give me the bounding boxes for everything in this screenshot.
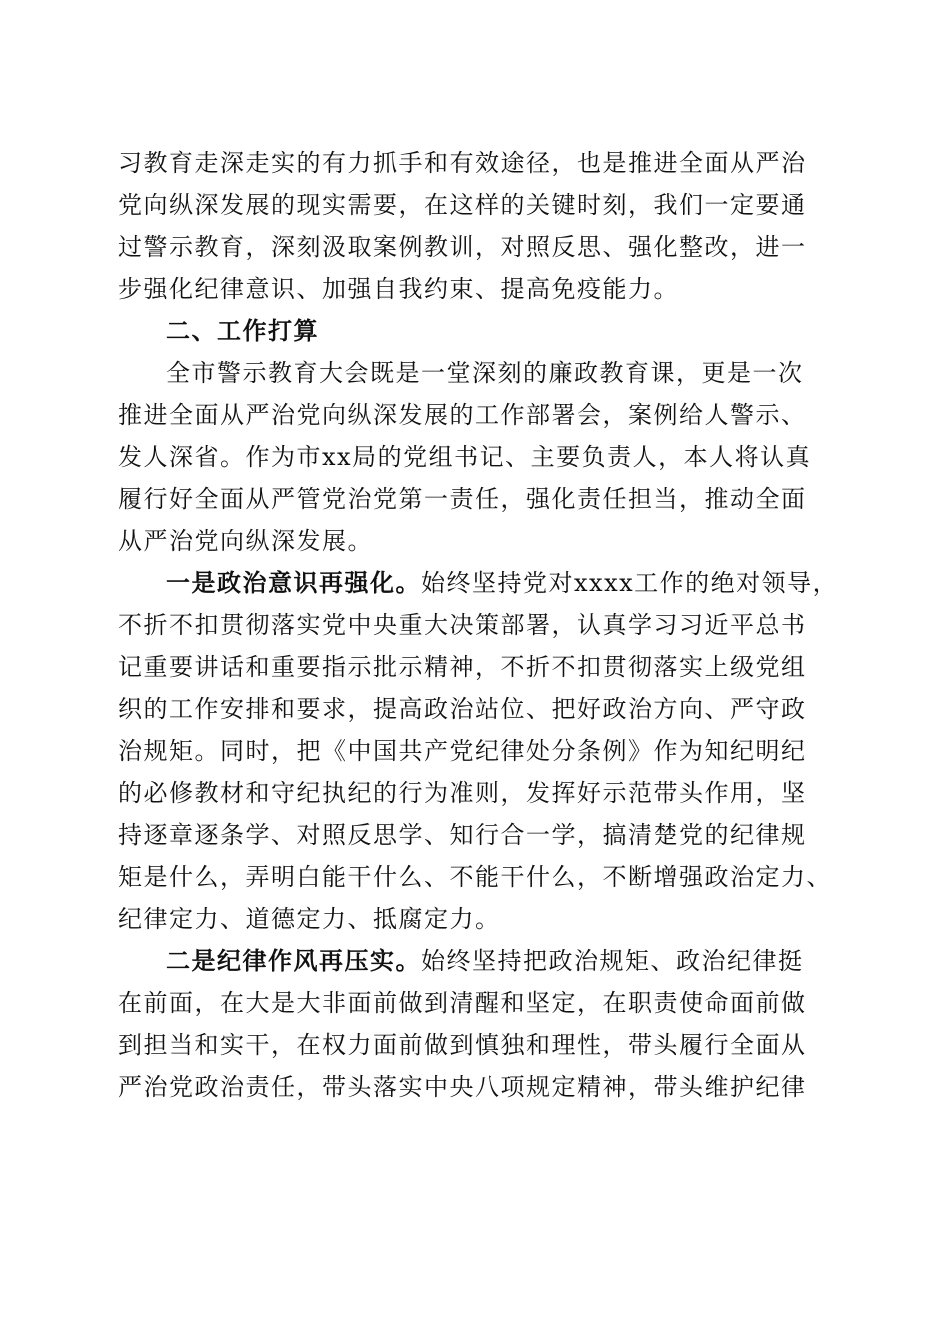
text-line: 纪律定力、道德定力、抵腐定力。 bbox=[118, 905, 501, 933]
paragraph-political-awareness bbox=[118, 562, 839, 940]
text-line: 过警示教育，深刻汲取案例教训，对照反思、强化整改，进一 bbox=[118, 233, 807, 261]
text-line: 持逐章逐条学、对照反思学、知行合一学，搞清楚党的纪律规 bbox=[118, 821, 807, 849]
text-line: 在前面，在大是大非面前做到清醒和坚定，在职责使命面前做 bbox=[118, 989, 807, 1017]
text-line: 织的工作安排和要求，提高政治站位、把好政治方向、严守政 bbox=[118, 695, 807, 723]
text-line: 到担当和实干，在权力面前做到慎独和理性，带头履行全面从 bbox=[118, 1031, 807, 1059]
text-line: 习教育走深走实的有力抓手和有效途径，也是推进全面从严治 bbox=[118, 149, 807, 177]
text-line: 发人深省。作为市xx局的党组书记、主要负责人，本人将认真 bbox=[118, 443, 812, 471]
paragraph-intro bbox=[118, 352, 832, 562]
paragraph-continued bbox=[118, 142, 832, 310]
text-line: 从严治党向纵深发展。 bbox=[118, 527, 373, 555]
text-line: 矩是什么，弄明白能干什么、不能干什么，不断增强政治定力、 bbox=[118, 863, 832, 891]
text-line: 步强化纪律意识、加强自我约束、提高免疫能力。 bbox=[118, 275, 679, 303]
text-line: 党向纵深发展的现实需要，在这样的关键时刻，我们一定要通 bbox=[118, 191, 807, 219]
section-heading: 二、工作打算 bbox=[166, 317, 319, 345]
document-body bbox=[118, 142, 839, 1108]
paragraph-lead: 一是政治意识再强化。 bbox=[166, 569, 421, 597]
text-line: 全市警示教育大会既是一堂深刻的廉政教育课，更是一次 bbox=[166, 359, 804, 387]
paragraph-first-rest: 始终坚持把政治规矩、政治纪律挺 bbox=[421, 947, 804, 975]
text-line-first bbox=[118, 940, 832, 982]
section-heading-block bbox=[118, 310, 832, 352]
text-line: 推进全面从严治党向纵深发展的工作部署会，案例给人警示、 bbox=[118, 401, 807, 429]
text-line: 的必修教材和守纪执纪的行为准则，发挥好示范带头作用，坚 bbox=[118, 779, 807, 807]
text-line: 不折不扣贯彻落实党中央重大决策部署，认真学习习近平总书 bbox=[118, 611, 807, 639]
paragraph-first-rest: 始终坚持党对xxxx工作的绝对领导， bbox=[421, 569, 839, 597]
text-line: 严治党政治责任，带头落实中央八项规定精神，带头维护纪律 bbox=[118, 1073, 807, 1101]
text-line: 治规矩。同时，把《中国共产党纪律处分条例》作为知纪明纪 bbox=[118, 737, 807, 765]
text-line: 记重要讲话和重要指示批示精神，不折不扣贯彻落实上级党组 bbox=[118, 653, 807, 681]
text-line-first bbox=[118, 562, 839, 604]
paragraph-lead: 二是纪律作风再压实。 bbox=[166, 947, 421, 975]
paragraph-discipline-style bbox=[118, 940, 832, 1108]
text-line: 履行好全面从严管党治党第一责任，强化责任担当，推动全面 bbox=[118, 485, 807, 513]
